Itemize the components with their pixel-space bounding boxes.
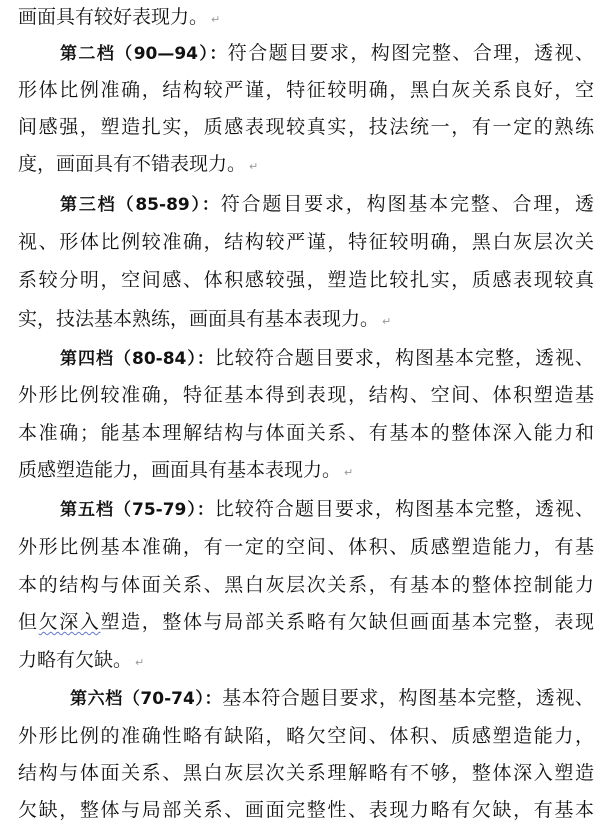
- grade-6-heading: 第六档（70-74）：: [70, 689, 223, 709]
- grade-5-heading: 第五档（75-79）：: [60, 500, 215, 520]
- paragraph-3-line-2: 视、形体比例较准确，结构较严谨，特征较明确，黑白灰层次关: [18, 231, 594, 253]
- paragraph-2-line-2: 形体比例准确，结构较严谨，特征较明确，黑白灰关系良好，空: [18, 79, 594, 101]
- paragraph-6-line-4: 欠缺，整体与局部关系、画面完整性、表现力略有欠缺，有基本: [18, 799, 594, 821]
- paragraph-6-line-2: 外形比例的准确性略有缺陷，略欠空间、体积、质感塑造能力，: [18, 725, 594, 747]
- grade-4-heading: 第四档（80-84）：: [60, 349, 215, 369]
- paragraph-4-line-3: 本准确；能基本理解结构与体面关系、有基本的整体深入能力和: [18, 422, 594, 444]
- paragraph-2-line-1: 第二档（90—94）：符合题目要求，构图完整、合理，透视、: [60, 42, 594, 64]
- spellcheck-underline[interactable]: 欠深入: [38, 611, 101, 633]
- paragraph-mark: ↵: [382, 315, 392, 328]
- paragraph-2-line-3: 间感强，塑造扎实，质感表现较真实，技法统一，有一定的熟练: [18, 116, 594, 138]
- paragraph-5-line-2: 外形比例基本准确，有一定的空间、体积、质感塑造能力，有基: [18, 536, 594, 558]
- paragraph-5-line-3: 本的结构与体面关系、黑白灰层次关系，有基本的整体控制能力: [18, 574, 594, 596]
- paragraph-mark: ↵: [211, 13, 221, 26]
- paragraph-6-line-1: 第六档（70-74）：基本符合题目要求，构图基本完整，透视、: [70, 687, 594, 709]
- paragraph-1-line-1: 画面具有较好表现力。 ↵: [18, 6, 221, 28]
- paragraph-3-line-4: 实，技法基本熟练，画面具有基本表现力。 ↵: [18, 308, 392, 330]
- paragraph-5-line-4: 但欠深入塑造，整体与局部关系略有欠缺但画面基本完整，表现: [18, 611, 594, 633]
- paragraph-3-line-1: 第三档（85-89）：符合题目要求，构图基本完整、合理，透: [60, 193, 594, 215]
- paragraph-mark: ↵: [135, 656, 145, 669]
- paragraph-4-line-1: 第四档（80-84）：比较符合题目要求，构图基本完整，透视、: [60, 347, 594, 369]
- grade-3-heading: 第三档（85-89）：: [60, 195, 221, 215]
- paragraph-4-line-2: 外形比例较准确，特征基本得到表现，结构、空间、体积塑造基: [18, 384, 594, 406]
- paragraph-5-line-5: 力略有欠缺。 ↵: [18, 649, 145, 671]
- paragraph-5-line-1: 第五档（75-79）：比较符合题目要求，构图基本完整，透视、: [60, 498, 594, 520]
- paragraph-mark: ↵: [344, 466, 354, 479]
- paragraph-4-line-4: 质感塑造能力，画面具有基本表现力。 ↵: [18, 459, 354, 481]
- paragraph-mark: ↵: [249, 160, 259, 173]
- paragraph-6-line-3: 结构与体面关系、黑白灰层次关系理解略有不够，整体深入塑造: [18, 762, 594, 784]
- paragraph-3-line-3: 系较分明，空间感、体积感较强，塑造比较扎实，质感表现较真: [18, 269, 594, 291]
- paragraph-2-line-4: 度，画面具有不错表现力。 ↵: [18, 153, 259, 175]
- grade-2-heading: 第二档（90—94）：: [60, 44, 228, 64]
